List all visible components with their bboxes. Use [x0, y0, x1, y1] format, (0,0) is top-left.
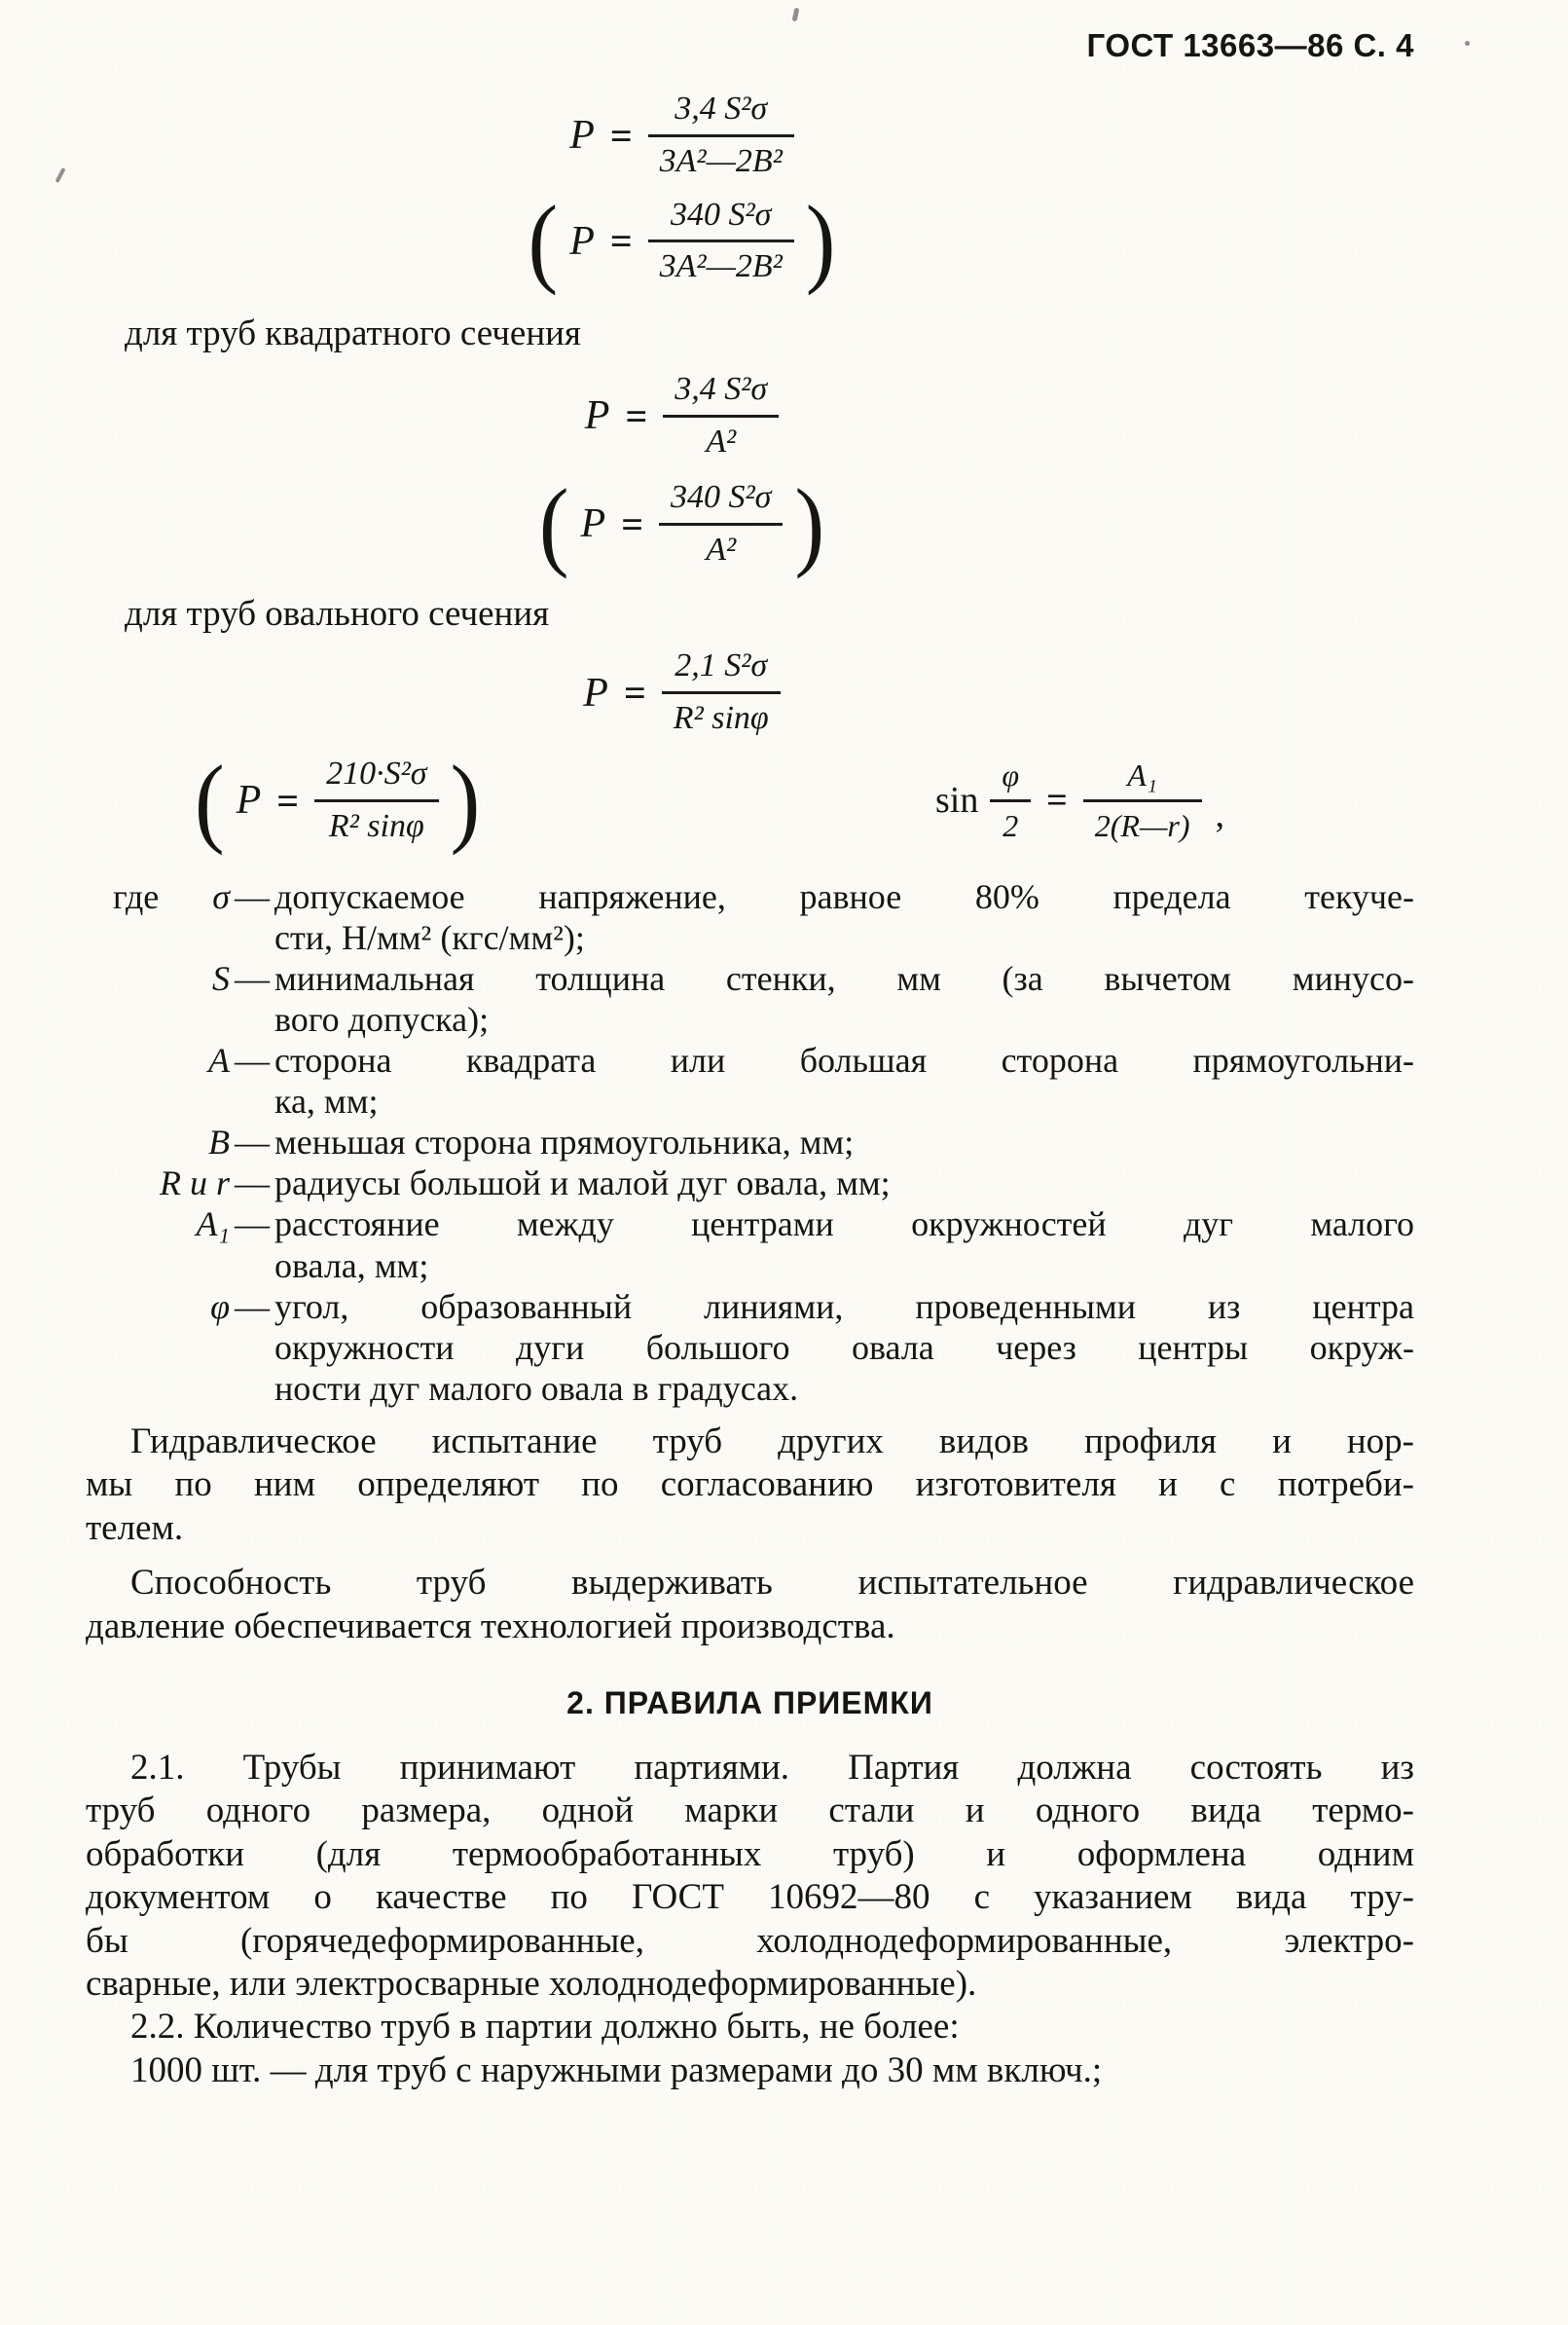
- fraction: [662, 646, 781, 739]
- formula-square-main: [18, 370, 1346, 462]
- formula-var-p: P: [583, 670, 608, 716]
- definition-text: угол, образованный линиями, проведенными из центра окружности дуги большого овала через центры окруж- ности дуг малого овала в градусах.: [274, 1286, 1414, 1408]
- equals-sign: =: [621, 501, 643, 546]
- fraction-denominator: 2: [1003, 807, 1019, 843]
- equals-sign: =: [1046, 780, 1068, 822]
- definition-term: [113, 1286, 230, 1327]
- equals-sign: =: [625, 393, 648, 438]
- formula-square-alt: [18, 467, 1346, 579]
- right-paren: ): [794, 467, 825, 579]
- where-label: где: [113, 876, 160, 916]
- fraction: [663, 370, 779, 462]
- term-symbol: A₁: [196, 1204, 230, 1244]
- fraction: [648, 90, 794, 182]
- paragraph-2-1: 2.1. Трубы принимают партиями. Партия должна состоять из труб одного размера, одной марки стали и одного вида термо- обработки (для термообработанных труб) и оформлена одним документом о качестве по ГОСТ 10692—80 с указанием вида тру- бы (горячедеформированные, холоднодеформированные, электро- сварные, или электросварные холоднодеформированные).: [86, 1747, 1414, 2004]
- paragraph-2-2: 2.2. Количество труб в партии должно быть, не более:: [130, 2007, 960, 2048]
- fraction-numerator: 2,1 S²σ: [662, 646, 781, 694]
- definition-s: [113, 958, 1414, 1040]
- definition-term: [113, 1203, 230, 1244]
- left-paren: (: [528, 185, 559, 297]
- em-dash: —: [235, 1163, 270, 1203]
- em-dash: —: [235, 1204, 270, 1244]
- formula-rect-main: [18, 90, 1346, 182]
- caption-square-section: для труб квадратного сечения: [125, 314, 581, 354]
- formula-split-row: [86, 744, 1414, 856]
- comma: ,: [1215, 794, 1224, 836]
- paragraph-capability: Способность труб выдерживать испытательное гидравлическое давление обеспечивается технологией производства.: [86, 1563, 1414, 1646]
- equals-sign: =: [609, 113, 633, 158]
- paragraph-1000-pcs: 1000 шт. — для труб с наружными размерами до 30 мм включ.;: [130, 2049, 1103, 2090]
- definition-term: [113, 1162, 230, 1203]
- term-symbol: φ: [210, 1286, 230, 1326]
- formula-var-p: P: [569, 113, 595, 159]
- formula-oval-alt: [183, 744, 492, 856]
- definition-text: меньшая сторона прямоугольника, мм;: [274, 1123, 855, 1162]
- equals-sign: =: [276, 778, 300, 823]
- definition-text: расстояние между центрами окружностей дуг малого овала, мм;: [274, 1204, 1414, 1285]
- left-paren: (: [538, 467, 569, 579]
- definition-term: [113, 958, 230, 999]
- definition-text: допускаемое напряжение, равное 80% предела текуче- сти, Н/мм² (кгс/мм²);: [274, 876, 1414, 957]
- right-paren: ): [450, 744, 481, 856]
- fraction-denominator: A²: [706, 423, 737, 460]
- definition-sigma: [113, 876, 1414, 958]
- fraction-denominator: 3A²—2B²: [659, 248, 783, 285]
- formula-var-p: P: [584, 393, 610, 439]
- formula-var-p: P: [569, 218, 595, 264]
- definition-text: сторона квадрата или большая сторона прямоугольни- ка, мм;: [274, 1041, 1414, 1122]
- definition-b: [113, 1122, 1414, 1162]
- fraction-numerator: 3,4 S²σ: [648, 90, 794, 137]
- fraction-numerator: φ: [990, 757, 1031, 801]
- fraction-denominator: R² sinφ: [328, 807, 424, 844]
- formula-sin-half-angle: [935, 757, 1224, 844]
- em-dash: —: [235, 1123, 270, 1162]
- fraction-numerator: 210·S²σ: [314, 755, 438, 802]
- definition-term: [113, 876, 230, 917]
- caption-oval-section: для труб овального сечения: [125, 594, 550, 635]
- definition-term: [113, 1122, 230, 1162]
- definition-a1: [113, 1203, 1414, 1285]
- definition-r-and-r: [113, 1162, 1414, 1203]
- right-paren: ): [805, 185, 836, 297]
- definition-phi: [113, 1286, 1414, 1409]
- equals-sign: =: [623, 671, 646, 716]
- fraction-denominator: 3A²—2B²: [659, 142, 783, 179]
- em-dash: —: [235, 876, 270, 916]
- scan-artifact: [792, 8, 800, 22]
- term-symbol: A: [208, 1041, 230, 1080]
- fraction: [314, 755, 438, 847]
- fraction-numerator: A₁: [1083, 757, 1202, 801]
- em-dash: —: [235, 1041, 270, 1080]
- fraction: [659, 478, 783, 571]
- section-heading-acceptance-rules: 2. ПРАВИЛА ПРИЕМКИ: [566, 1684, 933, 1720]
- formula-rect-alt: [18, 185, 1346, 297]
- left-paren: (: [195, 744, 225, 856]
- fraction-numerator: 3,4 S²σ: [663, 370, 779, 418]
- fraction: [1083, 757, 1202, 844]
- fraction-denominator: 2(R—r): [1094, 807, 1190, 843]
- definition-term: [113, 1040, 230, 1081]
- fraction: [648, 196, 794, 288]
- paragraph-hydraulic-test: Гидравлическое испытание труб других видов профиля и нор- мы по ним определяют по согласованию изготовителя и с потреби- телем.: [86, 1421, 1414, 1548]
- fraction-numerator: 340 S²σ: [659, 478, 783, 526]
- term-symbol: σ: [212, 876, 230, 916]
- definition-text: минимальная толщина стенки, мм (за вычетом минусо- вого допуска);: [274, 958, 1414, 1039]
- term-symbol: R и r: [160, 1163, 230, 1203]
- em-dash: —: [235, 958, 270, 998]
- definition-text: радиусы большой и малой дуг овала, мм;: [274, 1163, 891, 1203]
- fraction-numerator: 340 S²σ: [648, 196, 794, 243]
- fraction-denominator: A²: [706, 531, 737, 568]
- definition-a: [113, 1040, 1414, 1122]
- formula-var-p: P: [580, 501, 606, 547]
- term-symbol: S: [212, 958, 230, 998]
- fraction: [990, 757, 1031, 844]
- em-dash: —: [235, 1286, 270, 1326]
- term-symbol: B: [208, 1123, 230, 1162]
- fraction-denominator: R² sinφ: [673, 700, 769, 737]
- equals-sign: =: [609, 219, 633, 264]
- formula-oval-main: [18, 646, 1346, 739]
- scan-artifact: [1465, 41, 1470, 46]
- symbol-definitions: [113, 876, 1414, 1409]
- formula-var-p: P: [236, 778, 262, 824]
- page-header: ГОСТ 13663—86 С. 4: [1086, 27, 1414, 63]
- sin-function: sin: [935, 780, 979, 822]
